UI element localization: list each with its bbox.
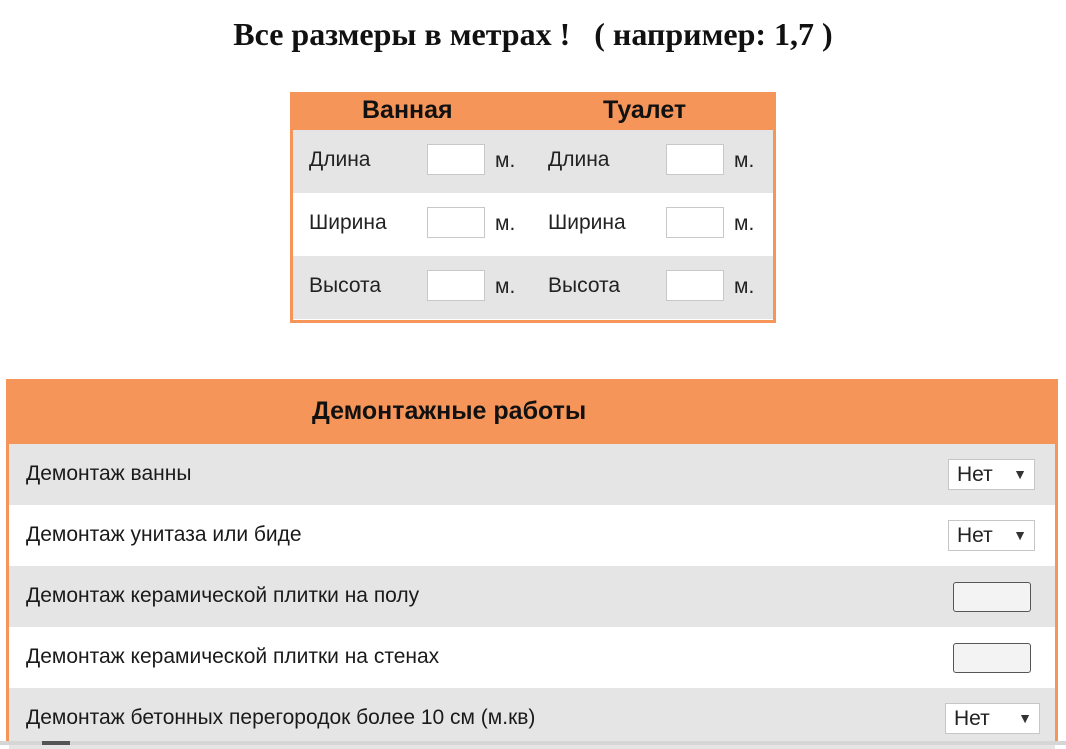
demolition-row-wall-tile: [9, 627, 1055, 688]
demolition-row-concrete-walls: [9, 688, 1055, 749]
bath-width-input[interactable]: [427, 207, 485, 238]
toilet-width-unit: м.: [734, 212, 755, 235]
column-bath-title: Ванная: [362, 96, 453, 124]
bath-length-input[interactable]: [427, 144, 485, 175]
demolition-header: [9, 379, 1055, 444]
bath-height-label: Высота: [309, 274, 382, 297]
dimensions-header: [293, 92, 773, 130]
toilet-length-label: Длина: [548, 148, 610, 171]
scrollbar-thumb[interactable]: [42, 741, 70, 745]
demolition-concrete-walls-select-value: Нет: [954, 707, 990, 730]
demolition-row-bath: [9, 444, 1055, 505]
demolition-bath-select-value: Нет: [957, 463, 993, 486]
demolition-bath-label: Демонтаж ванны: [26, 462, 192, 485]
demolition-row-floor-tile: [9, 566, 1055, 627]
demolition-toilet-select[interactable]: [948, 520, 1035, 551]
dimensions-row-length: [293, 130, 773, 193]
demolition-title: Демонтажные работы: [312, 397, 587, 425]
demolition-section: [6, 379, 1058, 745]
bath-height-unit: м.: [495, 275, 516, 298]
bath-height-input[interactable]: [427, 270, 485, 301]
toilet-height-input[interactable]: [666, 270, 724, 301]
dimensions-row-width: [293, 193, 773, 256]
bath-width-unit: м.: [495, 212, 516, 235]
demolition-toilet-label: Демонтаж унитаза или биде: [26, 523, 302, 546]
toilet-width-label: Ширина: [548, 211, 626, 234]
bath-length-unit: м.: [495, 149, 516, 172]
bath-length-label: Длина: [309, 148, 371, 171]
toilet-length-unit: м.: [734, 149, 755, 172]
demolition-floor-tile-label: Демонтаж керамической плитки на полу: [26, 584, 420, 607]
chevron-down-icon: ▼: [1013, 527, 1027, 543]
demolition-concrete-walls-select[interactable]: [945, 703, 1040, 734]
toilet-length-input[interactable]: [666, 144, 724, 175]
column-toilet-title: Туалет: [603, 96, 687, 124]
dimensions-table: [290, 92, 776, 323]
dimensions-row-height: [293, 256, 773, 319]
horizontal-scrollbar[interactable]: [0, 741, 1066, 745]
toilet-height-unit: м.: [734, 275, 755, 298]
toilet-height-label: Высота: [548, 274, 621, 297]
bath-width-label: Ширина: [309, 211, 387, 234]
demolition-concrete-walls-label: Демонтаж бетонных перегородок более 10 см (м.кв): [26, 706, 536, 729]
toilet-width-input[interactable]: [666, 207, 724, 238]
demolition-wall-tile-label: Демонтаж керамической плитки на стенах: [26, 645, 440, 668]
chevron-down-icon: ▼: [1018, 710, 1032, 726]
demolition-wall-tile-input[interactable]: [953, 643, 1031, 673]
page-title: Все размеры в метрах ! ( например: 1,7 ): [233, 16, 833, 52]
demolition-floor-tile-input[interactable]: [953, 582, 1031, 612]
chevron-down-icon: ▼: [1013, 466, 1027, 482]
demolition-toilet-select-value: Нет: [957, 524, 993, 547]
demolition-row-toilet: [9, 505, 1055, 566]
demolition-bath-select[interactable]: [948, 459, 1035, 490]
